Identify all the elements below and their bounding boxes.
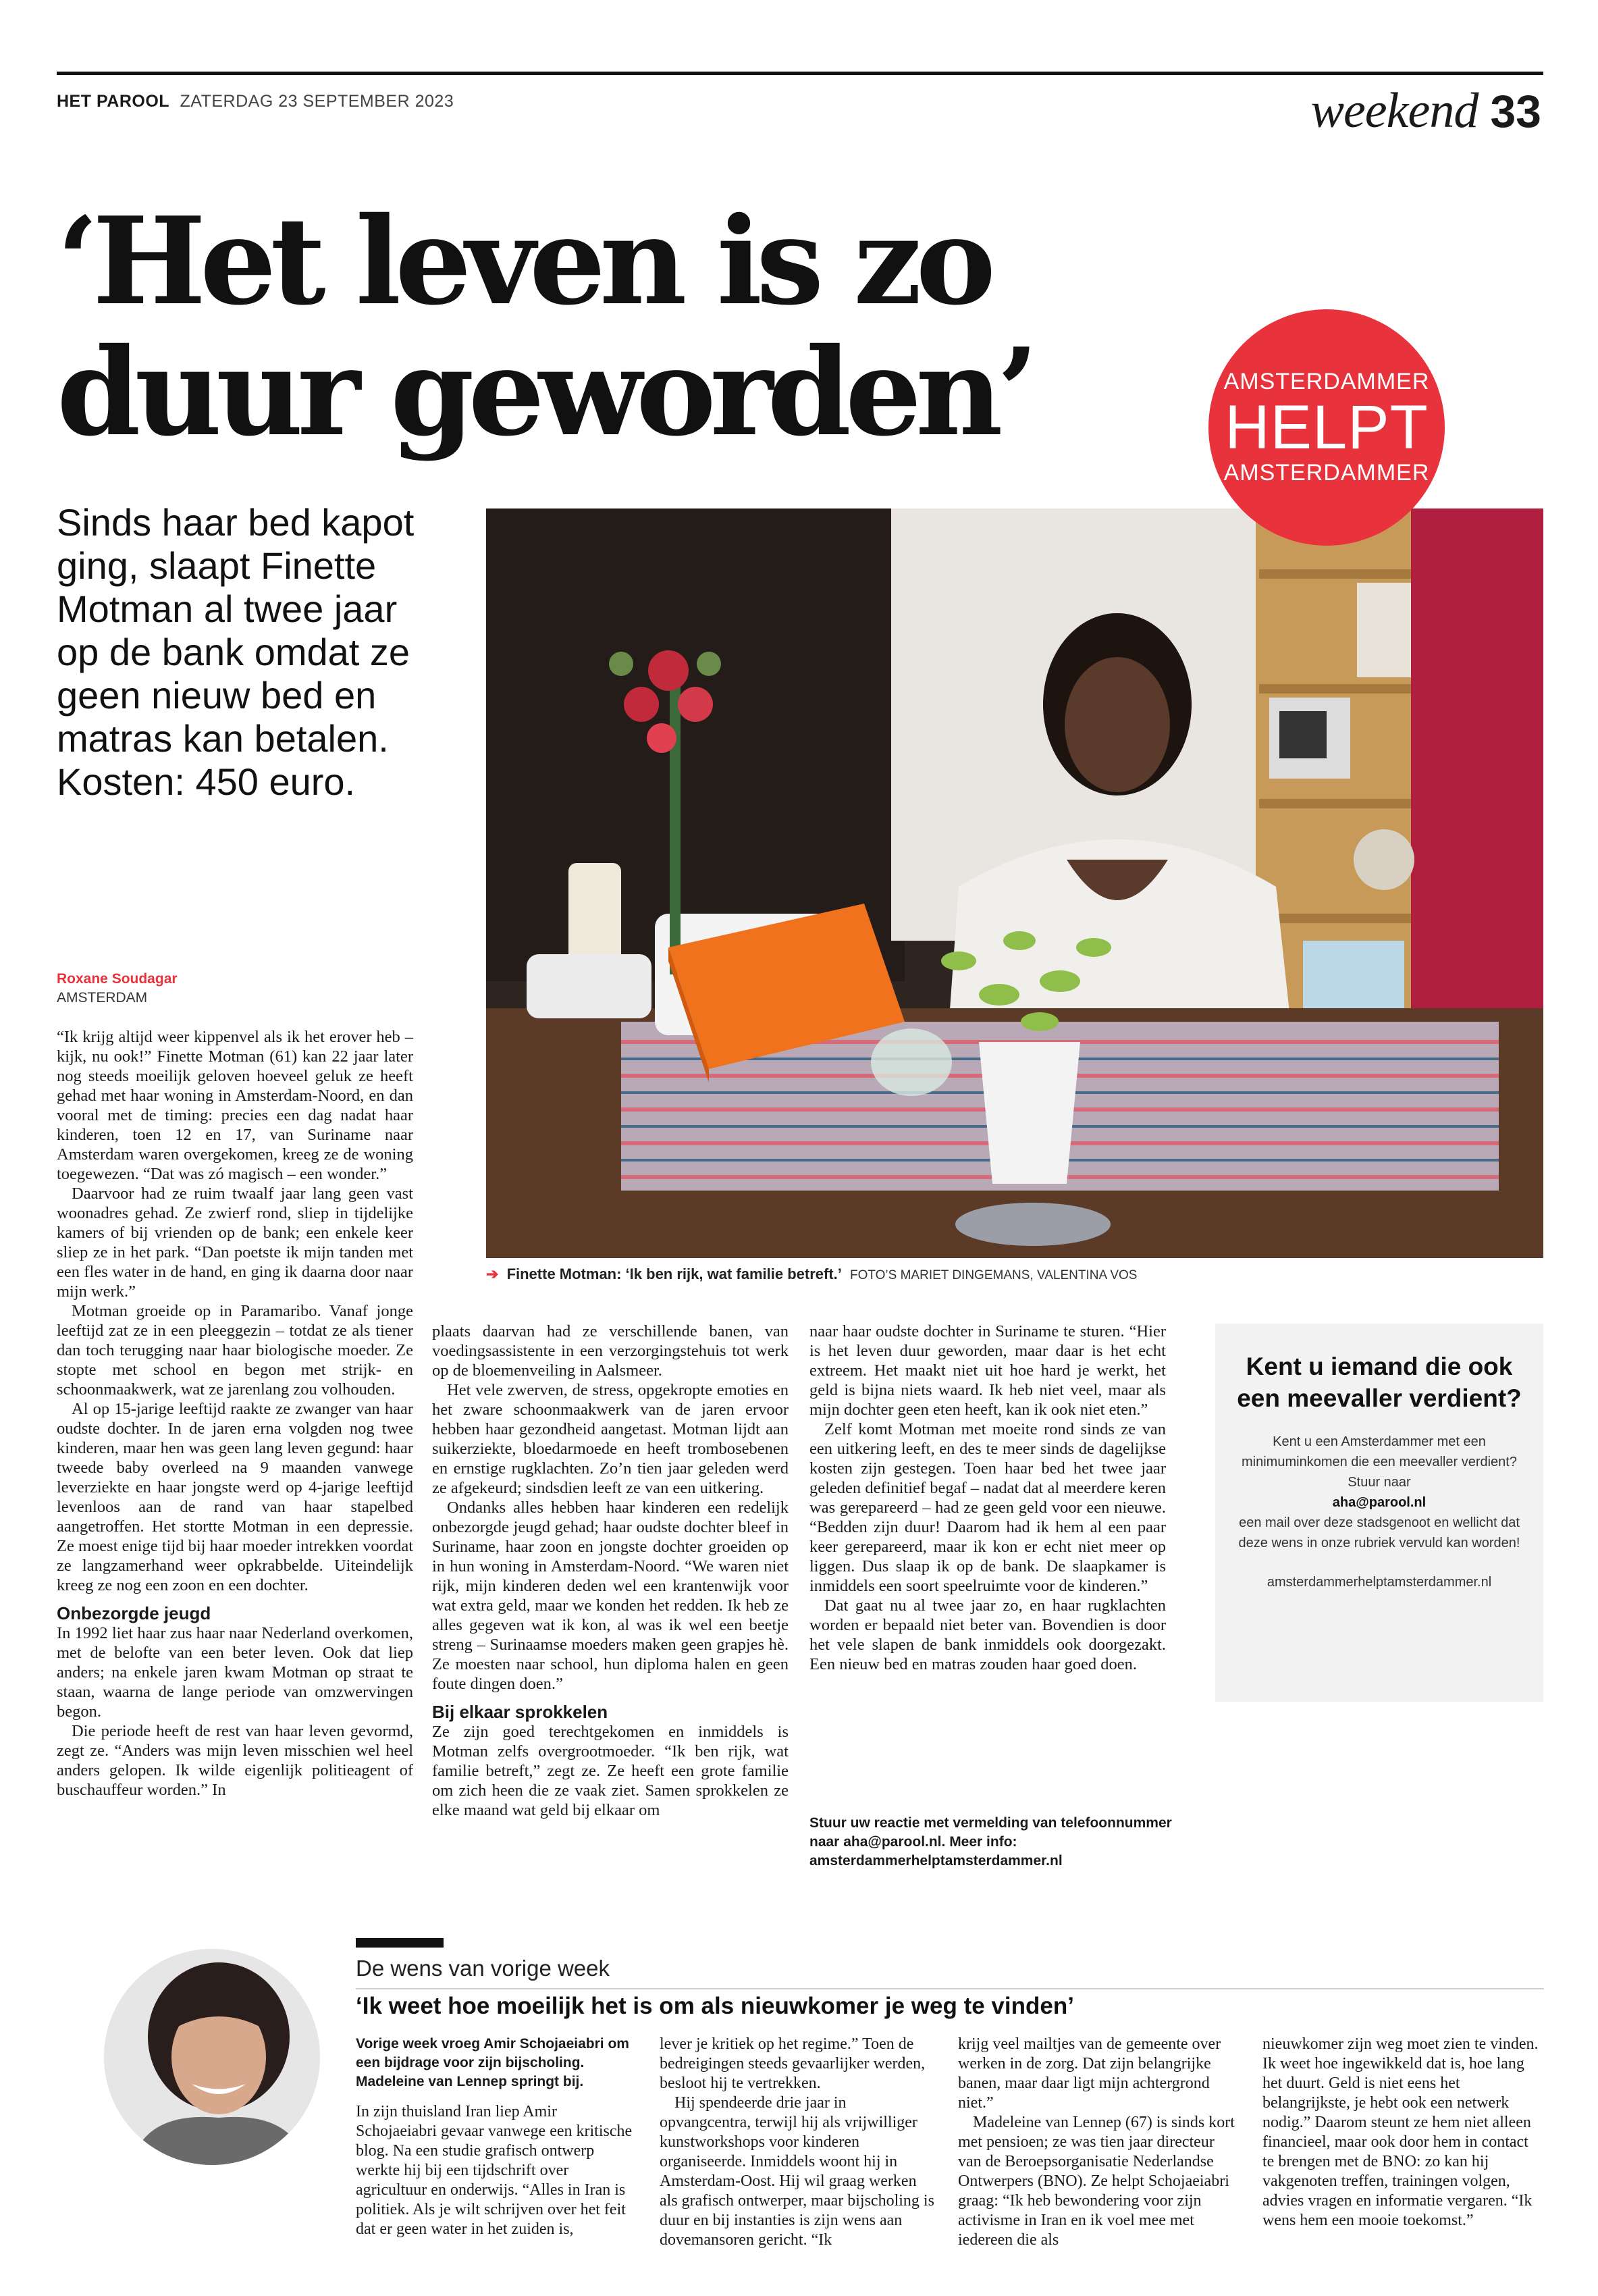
lastweek-column-1 <box>356 2035 633 2239</box>
badge-top: AMSTERDAMMER <box>1223 369 1430 394</box>
paragraph: nieuwkomer zijn weg moet zien te vinden. Ik weet hoe ingewikkeld dat is, hoe lang het duurt. Geld is niet eens het belangrijkste, je hebt ook een netwerk nodig.” Daarom steunt ze hem niet alleen financieel, maar ook door hem in contact te brengen met de BNO: zo kan hij vakgenoten treffen, trainingen volgen, advies vragen en informatie vergaren. “Ik wens hem een mooie toekomst.” <box>1262 2035 1539 2229</box>
headline-line-2: duur geworden’ <box>57 321 1033 463</box>
contact-note: Stuur uw reactie met vermelding van telefoonnummer naar aha@parool.nl. Meer info: amsterdammerhelptamsterdammer.nl <box>809 1815 1172 1869</box>
sidebox-body-2: een mail over deze stadsgenoot en wellicht dat deze wens in onze rubriek vervuld kan worden! <box>1238 1515 1520 1550</box>
paragraph: Ondanks alles hebben haar kinderen een redelijk onbezorgde jeugd gehad; haar oudste dochter bleef in Suriname, haar zoon en jongste dochter groeiden op in hun woning in Amsterdam-Noord. “We waren niet rijk, mijn kinderen deden wel een krantenwijk voor wat extra geld, maar we konden het redden. Ik heb ze alles gegeven wat ik kon, al was ik wel een beetje streng – Surinaamse moeders maken geen grapjes hè. Ze moesten naar school, hun diploma halen en geen foute dingen doen.” <box>432 1498 789 1693</box>
sidebox-body <box>1233 1432 1526 1553</box>
amsterdammer-helpt-badge <box>1208 309 1445 546</box>
article-column-3 <box>809 1322 1166 1674</box>
lastweek-title: ‘Ik weet hoe moeilijk het is om als nieuwkomer je weg te vinden’ <box>356 1993 1074 2019</box>
caption-lead: Finette Motman: ‘Ik ben rijk, wat familie betreft.’ <box>506 1266 842 1282</box>
lastweek-label: De wens van vorige week <box>356 1956 1544 1989</box>
paragraph: Motman groeide op in Paramaribo. Vanaf jonge leeftijd zat ze in een pleeggezin – totdat ze als tiener dan toch terugging naar haar biologische moeder. Ze stopte met school en begon met strijk- en schoonmaakwerk, wat ze jarenlang zou volhouden. <box>57 1302 413 1399</box>
paragraph: Het vele zwerven, de stress, opgekropte emoties en het zware schoonmaakwerk van de jaren ervoor hebben haar gezondheid aangetast. Motman lijdt aan suikerziekte, bloedarmoede en heeft trombosebenen en ernstige rugklachten. Zo’n tien jaar geleden werd ze afgekeurd; sindsdien leeft ze van een uitkering. <box>432 1381 789 1497</box>
paragraph: krijg veel mailtjes van de gemeente over werken in de zorg. Dat zijn belangrijke banen, maar daar ligt mijn achtergrond niet.” <box>958 2035 1221 2112</box>
badge-bottom: AMSTERDAMMER <box>1223 460 1430 486</box>
paragraph: lever je kritiek op het regime.” Toen de bedreigingen steeds gevaarlijker werden, besloot hij te vertrekken. <box>660 2035 926 2092</box>
sidebox-email[interactable]: aha@parool.nl <box>1332 1495 1427 1510</box>
avatar-portrait <box>104 1949 320 2165</box>
intro-text: Sinds haar bed kapot ging, slaapt Finette Motman al twee jaar op de bank omdat ze geen nieuw bed en matras kan betalen. Kosten: 450 euro. <box>57 501 415 803</box>
lastweek-column-3 <box>958 2035 1235 2250</box>
paragraph: In 1992 liet haar zus haar naar Nederland overkomen, met de belofte van een beter leven. Ook dat liep anders; na enkele jaren kwam Motman op straat te staan, waarna de lange periode van omzwervingen begon. <box>57 1624 413 1721</box>
sidebox-body-1: Kent u een Amsterdammer met een minimuminkomen die een meevaller verdient? Stuur naar <box>1242 1434 1517 1490</box>
top-rule <box>57 72 1543 75</box>
subheading: Onbezorgde jeugd <box>57 1603 211 1623</box>
paragraph: In zijn thuisland Iran liep Amir Schojaeiabri gevaar vanwege een kritische blog. Na een studie grafisch ontwerp werkte hij bij een tijdschrift over agricultuur en onderwijs. “Alles in Iran is politiek. Als je wilt schrijven over het feit dat er geen water in het zuiden is, <box>356 2103 633 2238</box>
byline <box>57 970 178 1008</box>
paragraph: Dat gaat nu al twee jaar zo, en haar rugklachten worden er bepaald niet beter van. Bovendien is door het vele slapen de bank inmiddels ook doorgezakt. Een nieuw bed en matras zouden haar goed doen. <box>809 1596 1166 1673</box>
paragraph: Madeleine van Lennep (67) is sinds kort met pensioen; ze was tien jaar directeur van de Beroepsorganisatie Nederlandse Ontwerpers (BNO). Ze helpt Schojaeiabri graag: “Ik heb bewondering voor zijn activisme in Iran en ik voel mee met iedereen die als <box>958 2114 1235 2249</box>
paragraph: Ze zijn goed terechtgekomen en inmiddels is Motman zelfs overgrootmoeder. “Ik ben rijk, wat familie betreft,” zegt ze. Ze heeft een grote familie om zich heen die ze vaak ziet. Samen sprokkelen ze elke maand wat geld bij elkaar om <box>432 1723 789 1819</box>
lastweek-lead: Vorige week vroeg Amir Schojaeiabri om een bijdrage voor zijn bijscholing. Madeleine van Lennep springt bij. <box>356 2036 629 2089</box>
paragraph: Al op 15-jarige leeftijd raakte ze zwanger van haar oudste dochter. In de jaren erna volgden nog twee kinderen, maar hen was geen lang leven gegund: haar tweede baby overleed na 9 maanden vanwege leverziekte en haar jongste werd op 4-jarige leeftijd levenloos aan de rand van haar stapelbed aangetroffen. Het stortte Motman in een depressie. Ze moest enige tijd bij haar moeder intrekken voordat ze langzamerhand weer opkrabbelde. Uiteindelijk kreeg ze nog een zoon en een dochter. <box>57 1400 413 1594</box>
section-name: weekend <box>1310 83 1479 138</box>
headline-line-1: ‘Het leven is zo <box>57 190 990 332</box>
call-to-action-box <box>1215 1324 1543 1702</box>
headline <box>57 190 1177 463</box>
sidebox-website[interactable]: amsterdammerhelptamsterdammer.nl <box>1267 1575 1492 1590</box>
lastweek-rule <box>356 1938 444 1948</box>
photo-illustration <box>486 508 1543 1258</box>
arrow-icon: ➔ <box>486 1266 499 1282</box>
page-number: 33 <box>1490 86 1541 137</box>
author-name: Roxane Soudagar <box>57 971 178 987</box>
paragraph: plaats daarvan had ze verschillende banen, van voedingsassistente in een verzorgingstehuis tot werk op de bloemenveiling in Aalsmeer. <box>432 1322 789 1380</box>
badge-middle: HELPT <box>1225 393 1429 462</box>
paper-name: HET PAROOL <box>57 92 170 111</box>
paragraph: Hij spendeerde drie jaar in opvangcentra, terwijl hij als vrijwilliger kunstworkshops voor kinderen organiseerde. Inmiddels woont hij in Amsterdam-Oost. Hij wil graag werken als grafisch ontwerper, maar bijscholing is duur en bij instanties is zijn wens aan dovemansoren gericht. “Ik <box>660 2094 934 2249</box>
article-column-1 <box>57 1027 413 1800</box>
lastweek-column-4 <box>1262 2035 1539 2230</box>
section-header <box>1311 82 1541 140</box>
masthead <box>57 92 454 111</box>
paragraph: “Ik krijg altijd weer kippenvel als ik het erover heb – kijk, nu ook!” Finette Motman (61) kan 22 jaar later nog steeds moeilijk geloven hoeveel geluk ze heeft gehad met haar woning in Amsterdam-Noord, en dan vooral met de timing: precies een dag nadat haar kinderen, toen 12 en 17, van Suriname naar Amsterdam waren overgekomen, kreeg ze de woning toegewezen. “Dat was zó magisch – een wonder.” <box>57 1028 413 1183</box>
article-column-2 <box>432 1322 789 1820</box>
photo-caption <box>486 1266 1137 1283</box>
paragraph: naar haar oudste dochter in Suriname te sturen. “Hier is het leven duur geworden, maar daar is het echt extreem. Het maakt niet uit hoe hard je werkt, het geld is bijna niets waard. Ik heb niet veel, maar als mijn dochter geen eten heeft, kan ik ook niet eten.” <box>809 1322 1166 1419</box>
main-photo <box>486 508 1543 1258</box>
paragraph: Zelf komt Motman met moeite rond sinds ze van een uitkering leeft, en des te meer sinds de dagelijkse kosten zijn gestegen. Toen haar bed het twee jaar geleden definitief begaf – nadat dat al meerdere keren was gerepareerd – had ze geen geld voor een nieuwe. “Bedden zijn duur! Daarom had ik hem al een paar keer gerepareerd, maar ik kon er echt niet meer op liggen. Dus slaap ik op de bank. De slaapkamer is inmiddels een soort speelruimte voor de kinderen.” <box>809 1420 1166 1595</box>
paragraph: Daarvoor had ze ruim twaalf jaar lang geen vast woonadres gehad. Ze zwierf rond, sliep in tijdelijke kamers of bij vrienden op de bank; een enkele keer sliep ze in het park. “Dan poetste ik mijn tanden met een fles water in de hand, en ging ik daarna door naar mijn werk.” <box>57 1184 413 1301</box>
issue-date: ZATERDAG 23 SEPTEMBER 2023 <box>180 92 454 111</box>
photo-credit: FOTO’S MARIET DINGEMANS, VALENTINA VOS <box>850 1268 1138 1282</box>
dateline: AMSTERDAM <box>57 990 148 1006</box>
avatar <box>104 1949 320 2165</box>
sidebox-question: Kent u iemand die ook een meevaller verdient? <box>1237 1353 1522 1412</box>
subheading: Bij elkaar sprokkelen <box>432 1702 608 1722</box>
lastweek-column-2 <box>660 2035 936 2250</box>
paragraph: Die periode heeft de rest van haar leven gevormd, zegt ze. “Anders was mijn leven misschien wel heel anders gelopen. Ik wilde eigenlijk politieagent of buschauffeur worden.” In <box>57 1722 413 1799</box>
